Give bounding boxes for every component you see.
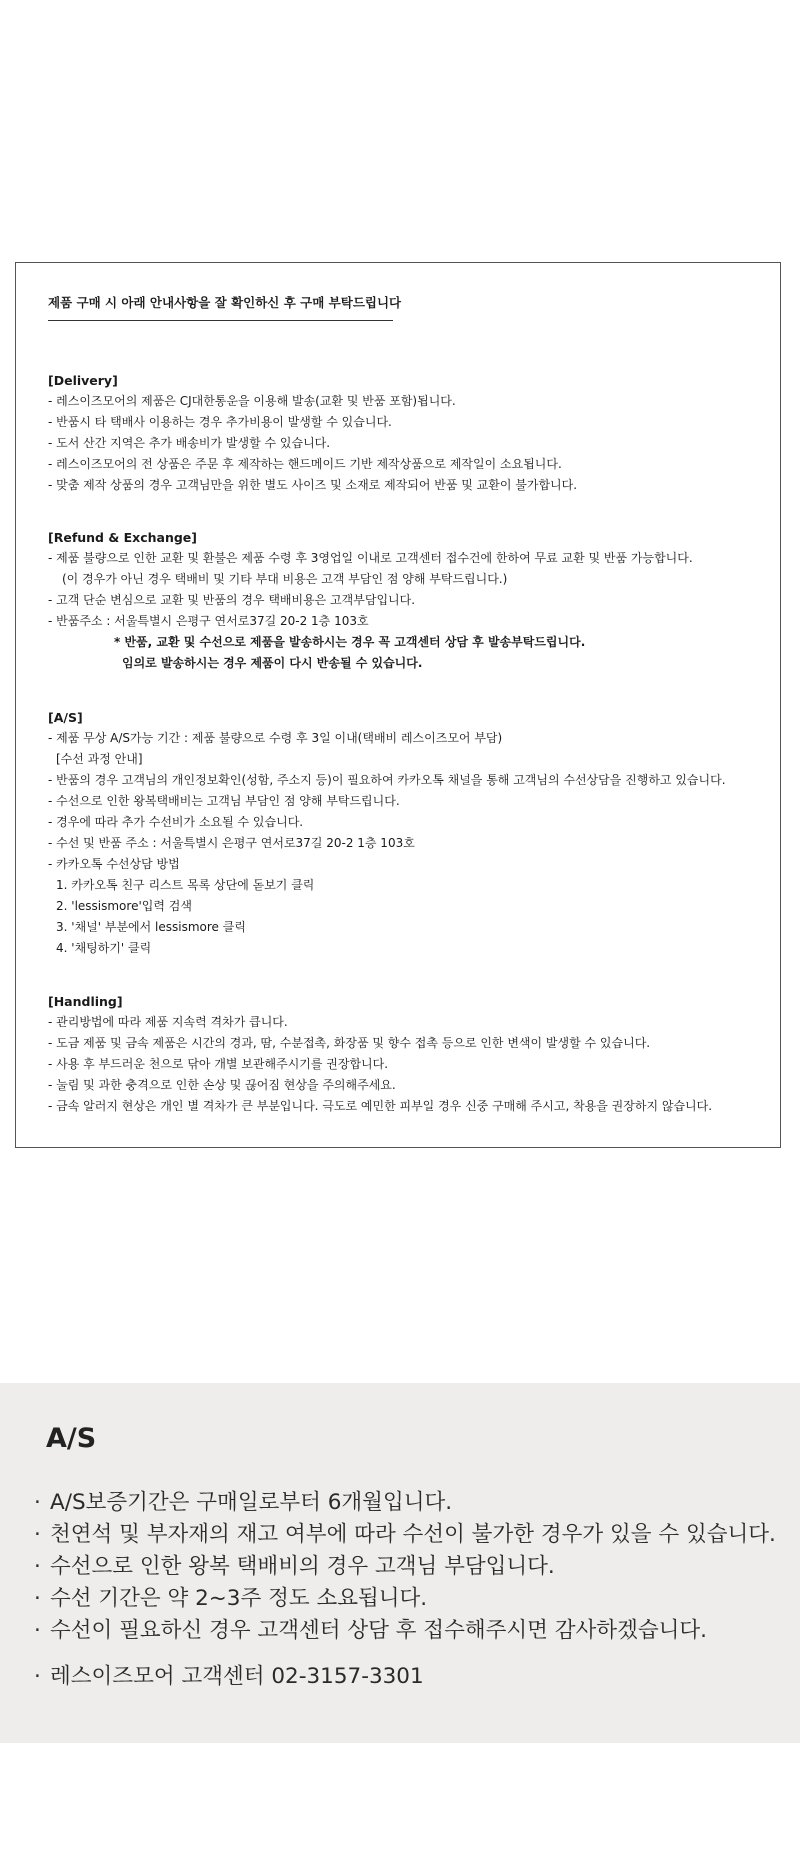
bullet-icon: · [34, 1618, 41, 1643]
as-info-text: 수선 기간은 약 2~3주 정도 소요됩니다. [50, 1586, 428, 1611]
as-line: - 경우에 따라 추가 수선비가 소요될 수 있습니다. [48, 815, 304, 829]
delivery-line: - 레스이즈모어의 전 상품은 주문 후 제작하는 핸드메이드 기반 제작상품으로 제작일이 소요됩니다. [48, 457, 562, 471]
delivery-line: - 도서 산간 지역은 추가 배송비가 발생할 수 있습니다. [48, 436, 331, 450]
kakao-step: 3. '채널' 부분에서 lessismore 클릭 [56, 920, 246, 934]
purchase-notice-box [15, 262, 781, 1148]
refund-line: - 고객 단순 변심으로 교환 및 반품의 경우 택배비용은 고객부담입니다. [48, 593, 416, 607]
delivery-section [48, 370, 577, 496]
delivery-heading: [Delivery] [48, 373, 118, 388]
as-line: - 카카오톡 수선상담 방법 [48, 857, 180, 871]
bullet-icon: · [34, 1586, 41, 1611]
refund-warning: * 반품, 교환 및 수선으로 제품을 발송하시는 경우 꼭 고객센터 상담 후 발송부탁드립니다. [114, 635, 586, 649]
as-heading: [A/S] [48, 710, 83, 725]
as-info-panel [0, 1383, 800, 1743]
refund-line: (이 경우가 아닌 경우 택배비 및 기타 부대 비용은 고객 부담인 점 양해 부탁드립니다.) [62, 572, 508, 586]
handling-line: - 사용 후 부드러운 천으로 닦아 개별 보관해주시기를 권장합니다. [48, 1057, 389, 1071]
refund-line: - 제품 불량으로 인한 교환 및 환불은 제품 수령 후 3영업일 이내로 고객센터 접수건에 한하여 무료 교환 및 반품 가능합니다. [48, 551, 693, 565]
delivery-line: - 반품시 타 택배사 이용하는 경우 추가비용이 발생할 수 있습니다. [48, 415, 392, 429]
bullet-icon: · [34, 1554, 41, 1579]
handling-line: - 관리방법에 따라 제품 지속력 격차가 큽니다. [48, 1015, 288, 1029]
as-info-list [34, 1487, 776, 1693]
handling-line: - 금속 알러지 현상은 개인 별 격차가 큰 부분입니다. 극도로 예민한 피부일 경우 신중 구매해 주시고, 착용을 권장하지 않습니다. [48, 1099, 713, 1113]
notice-title: 제품 구매 시 아래 안내사항을 잘 확인하신 후 구매 부탁드립니다 [48, 293, 393, 321]
refund-section [48, 527, 693, 674]
kakao-step: 2. 'lessismore'입력 검색 [56, 899, 192, 913]
refund-warning: 임의로 발송하시는 경우 제품이 다시 반송될 수 있습니다. [122, 656, 423, 670]
as-address: - 수선 및 반품 주소 : 서울특별시 은평구 연서로37길 20-2 1층 103호 [48, 836, 415, 850]
as-subheading: [수선 과정 안내] [56, 752, 143, 766]
as-info-text: 수선으로 인한 왕복 택배비의 경우 고객님 부담입니다. [50, 1554, 555, 1579]
as-line: - 수선으로 인한 왕복택배비는 고객님 부담인 점 양해 부탁드립니다. [48, 794, 400, 808]
bullet-icon: · [34, 1490, 41, 1515]
as-panel-title: A/S [46, 1423, 97, 1454]
as-section [48, 707, 726, 959]
handling-line: - 눌림 및 과한 충격으로 인한 손상 및 끊어짐 현상을 주의해주세요. [48, 1078, 396, 1092]
kakao-step: 1. 카카오톡 친구 리스트 목록 상단에 돋보기 클릭 [56, 878, 315, 892]
handling-heading: [Handling] [48, 994, 123, 1009]
as-info-item [34, 1487, 776, 1519]
as-line: - 반품의 경우 고객님의 개인정보확인(성함, 주소지 등)이 필요하여 카카오톡 채널을 통해 고객님의 수선상담을 진행하고 있습니다. [48, 773, 726, 787]
as-line: - 제품 무상 A/S가능 기간 : 제품 불량으로 수령 후 3일 이내(택배비 레스이즈모어 부담) [48, 731, 503, 745]
as-info-item [34, 1583, 776, 1615]
refund-address: - 반품주소 : 서울특별시 은평구 연서로37길 20-2 1층 103호 [48, 614, 369, 628]
handling-line: - 도금 제품 및 금속 제품은 시간의 경과, 땀, 수분접촉, 화장품 및 향수 접촉 등으로 인한 변색이 발생할 수 있습니다. [48, 1036, 651, 1050]
delivery-line: - 맞춤 제작 상품의 경우 고객님만을 위한 별도 사이즈 및 소재로 제작되어 반품 및 교환이 불가합니다. [48, 478, 578, 492]
handling-section [48, 991, 712, 1117]
customer-center-contact [34, 1661, 776, 1693]
as-info-text: A/S보증기간은 구매일로부터 6개월입니다. [50, 1490, 453, 1515]
as-info-item [34, 1519, 776, 1551]
refund-heading: [Refund & Exchange] [48, 530, 197, 545]
delivery-line: - 레스이즈모어의 제품은 CJ대한통운을 이용해 발송(교환 및 반품 포함)됩니다. [48, 394, 456, 408]
as-info-item [34, 1615, 776, 1647]
as-info-item [34, 1551, 776, 1583]
bullet-icon: · [34, 1664, 41, 1689]
as-info-text: 천연석 및 부자재의 재고 여부에 따라 수선이 불가한 경우가 있을 수 있습니다. [50, 1522, 776, 1547]
contact-text: 레스이즈모어 고객센터 02-3157-3301 [50, 1664, 424, 1689]
bullet-icon: · [34, 1522, 41, 1547]
kakao-step: 4. '채팅하기' 클릭 [56, 941, 152, 955]
as-info-text: 수선이 필요하신 경우 고객센터 상담 후 접수해주시면 감사하겠습니다. [50, 1618, 707, 1643]
